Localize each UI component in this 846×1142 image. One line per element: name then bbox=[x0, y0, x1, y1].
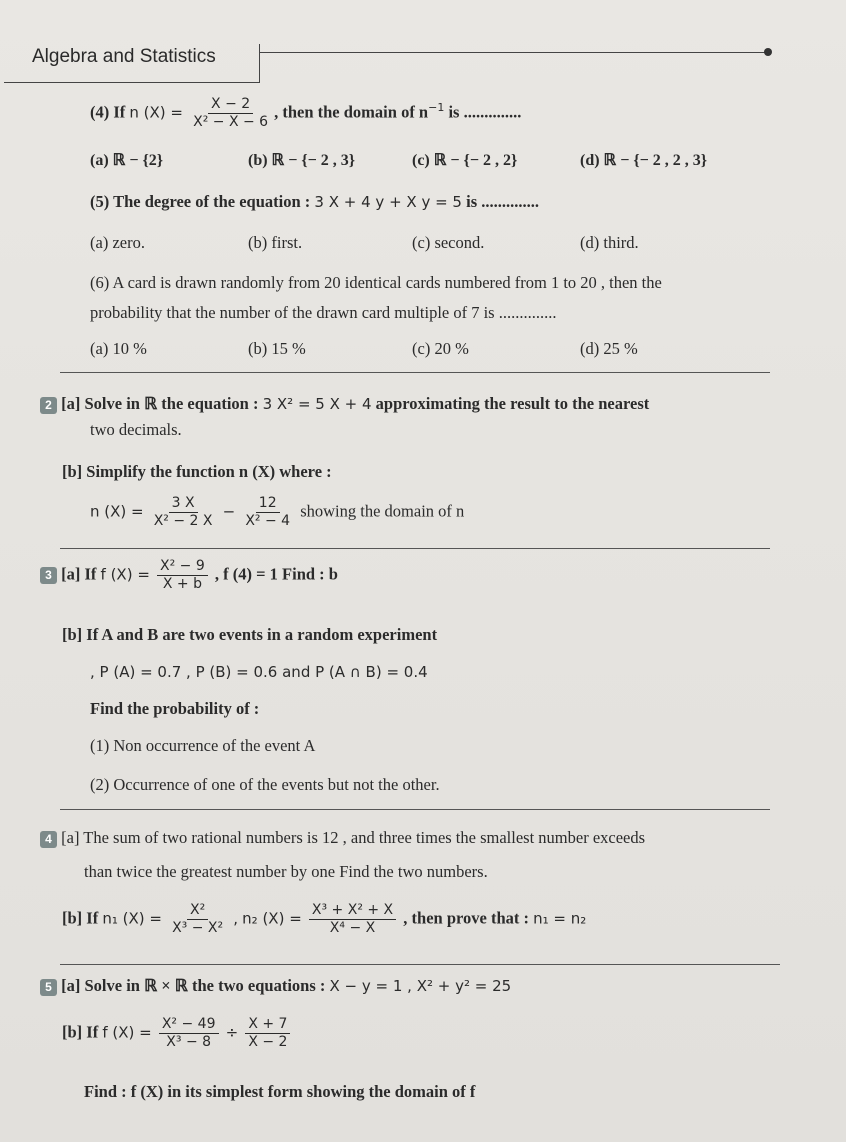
section-2-b-denominator-1: X² − 2 X bbox=[153, 513, 213, 529]
section-5-b-fraction-2 bbox=[245, 1016, 290, 1051]
section-3-b-text: [b] If A and B are two events in a random experiment bbox=[62, 625, 438, 644]
question-4-option-b: (b) ℝ − {− 2 , 3} bbox=[248, 152, 356, 169]
question-5-option-d: (d) third. bbox=[580, 233, 639, 252]
question-4-label: (4) If bbox=[90, 102, 126, 122]
section-2-b-rest: showing the domain of n bbox=[300, 501, 465, 521]
section-5-part-a bbox=[40, 976, 511, 996]
section-4-a-line-1 bbox=[40, 828, 645, 848]
section-4-b-fraction-1 bbox=[169, 902, 226, 937]
question-5-text: (5) The degree of the equation : bbox=[90, 192, 311, 211]
question-6-option-d: (d) 25 % bbox=[580, 339, 638, 358]
section-2-b-fraction-1 bbox=[151, 495, 216, 530]
question-4-text: , then the domain of n bbox=[274, 102, 429, 122]
section-5-b-divide: ÷ bbox=[225, 1023, 239, 1042]
section-2-b-lhs: n (X) = bbox=[90, 502, 144, 521]
section-4-b-denominator-2: X⁴ − X bbox=[329, 920, 376, 936]
section-divider bbox=[60, 964, 780, 965]
section-2-a-equation: 3 X² = 5 X + 4 bbox=[262, 395, 372, 413]
section-2-b-expression bbox=[90, 495, 464, 530]
section-5-b-text: [b] If bbox=[62, 1022, 99, 1042]
section-4-b-numerator-2: X³ + X² + X bbox=[309, 902, 396, 920]
section-4-b-rest: , then prove that : bbox=[403, 908, 530, 928]
question-6-option-b: (b) 15 % bbox=[248, 339, 306, 358]
question-5 bbox=[90, 192, 539, 212]
section-4-a-line-2: than twice the greatest number by one Find the two numbers. bbox=[84, 862, 488, 881]
section-5-b-numerator-1: X² − 49 bbox=[159, 1016, 219, 1034]
section-3-badge: 3 bbox=[40, 567, 57, 584]
section-3-a-denominator: X + b bbox=[162, 576, 202, 592]
section-2-b-text: [b] Simplify the function n (X) where : bbox=[62, 462, 332, 481]
section-2-b-minus: − bbox=[222, 502, 236, 521]
section-4-b-lhs-1: n₁ (X) = bbox=[102, 909, 162, 928]
section-5-b-fraction-1 bbox=[159, 1016, 219, 1051]
section-5-b-lhs: f (X) = bbox=[102, 1023, 152, 1042]
section-4-b-denominator-1: X³ − X² bbox=[172, 920, 224, 936]
section-3-a-rest: , f (4) = 1 Find : b bbox=[214, 564, 338, 584]
page-title: Algebra and Statistics bbox=[32, 46, 216, 67]
question-4-denominator: X² − X − 6 bbox=[193, 114, 269, 130]
section-5-b-denominator-2: X − 2 bbox=[248, 1034, 288, 1050]
section-divider bbox=[60, 372, 770, 373]
section-4-badge: 4 bbox=[40, 831, 57, 848]
section-4-b-fraction-2 bbox=[309, 902, 396, 937]
section-2-b-fraction-2 bbox=[242, 495, 293, 530]
section-divider bbox=[60, 809, 770, 810]
question-4-option-d: (d) ℝ − {− 2 , 2 , 3} bbox=[580, 152, 708, 169]
section-3-a-numerator: X² − 9 bbox=[157, 558, 208, 576]
question-4-fraction bbox=[190, 96, 271, 131]
section-divider bbox=[60, 548, 770, 549]
question-5-blank: is .............. bbox=[461, 192, 539, 211]
section-2-a-line-2: two decimals. bbox=[90, 420, 182, 439]
section-4-a-text: [a] The sum of two rational numbers is 12 , and three times the smallest number exceeds bbox=[61, 828, 646, 847]
question-4-option-a: (a) ℝ − {2} bbox=[90, 152, 164, 169]
question-4-option-c: (c) ℝ − {− 2 , 2} bbox=[412, 152, 518, 169]
section-2-b-denominator-2: X² − 4 bbox=[245, 513, 291, 529]
question-4-lhs: n (X) = bbox=[129, 103, 183, 122]
section-2-b-numerator-1: 3 X bbox=[169, 495, 198, 513]
header-rule bbox=[259, 52, 769, 53]
section-3-part-a bbox=[40, 558, 338, 593]
header-rule-dot bbox=[764, 48, 772, 56]
section-2-part-a bbox=[40, 394, 649, 414]
section-5-b-numerator-2: X + 7 bbox=[245, 1016, 290, 1034]
section-2-b-numerator-2: 12 bbox=[256, 495, 280, 513]
section-4-b-comma: , bbox=[233, 909, 239, 928]
section-4-b-equation: n₁ = n₂ bbox=[533, 909, 587, 928]
section-5-b-denominator-1: X³ − 8 bbox=[166, 1034, 212, 1050]
section-4-b-lhs-2: n₂ (X) = bbox=[242, 909, 302, 928]
section-3-item-2: (2) Occurrence of one of the events but not the other. bbox=[90, 775, 440, 794]
question-4-blank: is .............. bbox=[444, 102, 522, 122]
question-4-numerator: X − 2 bbox=[208, 96, 253, 114]
section-3-item-1: (1) Non occurrence of the event A bbox=[90, 736, 316, 755]
question-5-option-a: (a) zero. bbox=[90, 233, 145, 252]
question-5-option-b: (b) first. bbox=[248, 233, 303, 252]
section-3-a-lhs: f (X) = bbox=[100, 565, 150, 584]
section-4-b-numerator-1: X² bbox=[187, 902, 208, 920]
question-5-option-c: (c) second. bbox=[412, 233, 485, 252]
section-3-a-text: [a] If bbox=[61, 564, 97, 584]
question-6-line-2: probability that the number of the drawn card multiple of 7 is .............. bbox=[90, 303, 557, 322]
question-5-equation: 3 X + 4 y + X y = 5 bbox=[314, 193, 462, 211]
section-2-a-text: [a] Solve in ℝ the equation : bbox=[61, 394, 259, 413]
section-4-b-text: [b] If bbox=[62, 908, 99, 928]
section-3-find: Find the probability of : bbox=[90, 699, 260, 718]
question-4-exponent: −1 bbox=[428, 100, 445, 114]
question-6-line-1: (6) A card is drawn randomly from 20 identical cards numbered from 1 to 20 , then the bbox=[90, 273, 662, 292]
section-5-badge: 5 bbox=[40, 979, 57, 996]
question-6-option-c: (c) 20 % bbox=[412, 339, 469, 358]
question-4 bbox=[90, 96, 521, 131]
section-4-part-b bbox=[62, 902, 586, 937]
section-5-find: Find : f (X) in its simplest form showing the domain of f bbox=[84, 1082, 476, 1101]
section-3-b-line-2: , P (A) = 0.7 , P (B) = 0.6 and P (A ∩ B) = 0.4 bbox=[90, 663, 428, 681]
section-2-a-rest: approximating the result to the nearest bbox=[375, 394, 650, 413]
section-3-a-fraction bbox=[157, 558, 208, 593]
section-2-badge: 2 bbox=[40, 397, 57, 414]
question-6-option-a: (a) 10 % bbox=[90, 339, 147, 358]
section-5-a-text: [a] Solve in ℝ × ℝ the two equations : bbox=[61, 976, 326, 995]
section-5-part-b bbox=[62, 1016, 293, 1051]
section-5-a-equation: X − y = 1 , X² + y² = 25 bbox=[329, 977, 512, 995]
